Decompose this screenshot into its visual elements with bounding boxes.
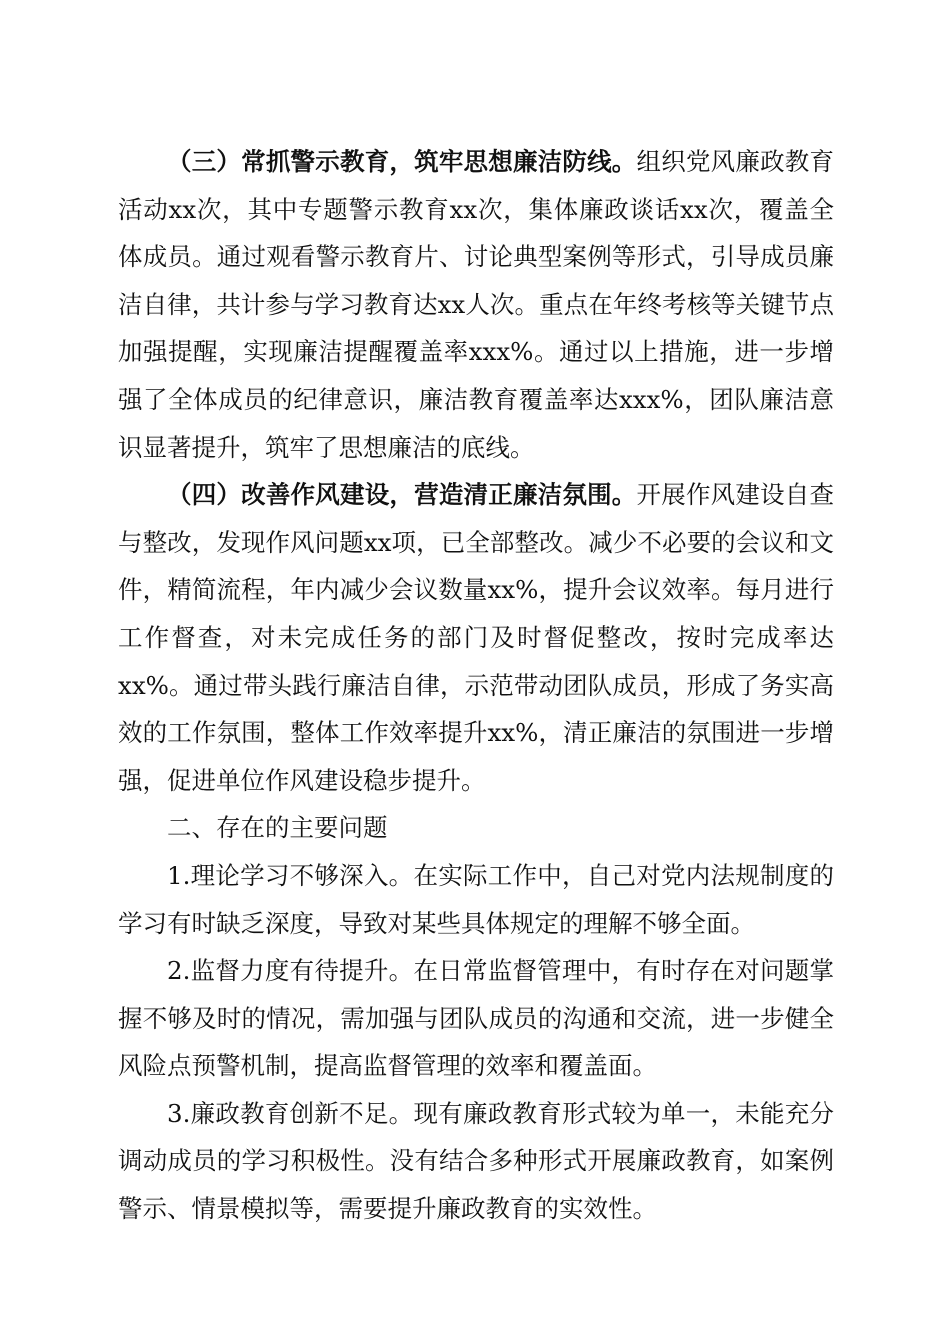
section-3-body: 组织党风廉政教育活动xx次，其中专题警示教育xx次，集体廉政谈话xx次，覆盖全体成员。通过观看警示教育片、讨论典型案例等形式，引导成员廉洁自律，共计参与学习教育达xx人次。重点在年终考核等关键节点加强提醒，实现廉洁提醒覆盖率xxx%。通过以上措施，进一步增强了全体成员的纪律意识，廉洁教育覆盖率达xxx%，团队廉洁意识显著提升，筑牢了思想廉洁的底线。 bbox=[118, 147, 835, 462]
problem-1-body: 在实际工作中，自己对党内法规制度的学习有时缺乏深度，导致对某些具体规定的理解不够全面。 bbox=[118, 860, 835, 938]
problem-2-body: 在日常监督管理中，有时存在对问题掌握不够及时的情况，需加强与团队成员的沟通和交流，进一步健全风险点预警机制，提高监督管理的效率和覆盖面。 bbox=[118, 956, 835, 1081]
problem-2-lead: 2.监督力度有待提升。 bbox=[167, 956, 414, 986]
section-3-lead: （三）常抓警示教育，筑牢思想廉洁防线。 bbox=[167, 147, 637, 176]
problem-3-body: 现有廉政教育形式较为单一，未能充分调动成员的学习积极性。没有结合多种形式开展廉政教育，如案例警示、情景模拟等，需要提升廉政教育的实效性。 bbox=[118, 1098, 835, 1224]
problem-1-lead: 1.理论学习不够深入。 bbox=[167, 860, 414, 890]
document-page bbox=[118, 138, 834, 1233]
section-4-body: 开展作风建设自查与整改，发现作风问题xx项，已全部整改。减少不必要的会议和文件，精简流程，年内减少会议数量xx%，提升会议效率。每月进行工作督查，对未完成任务的部门及时督促整改，按时完成率达xx%。通过带头践行廉洁自律，示范带动团队成员，形成了务实高效的工作氛围，整体工作效率提升xx%，清正廉洁的氛围进一步增强，促进单位作风建设稳步提升。 bbox=[118, 480, 835, 795]
heading-main-problems: 二、存在的主要问题 bbox=[167, 813, 388, 843]
paragraph-problem-3 bbox=[118, 1090, 834, 1233]
paragraph-problem-1 bbox=[118, 852, 834, 947]
paragraph-section-4 bbox=[118, 471, 834, 804]
paragraph-problem-2 bbox=[118, 947, 834, 1090]
section-4-lead: （四）改善作风建设，营造清正廉洁氛围。 bbox=[167, 480, 637, 510]
problem-3-lead: 3.廉政教育创新不足。 bbox=[167, 1098, 414, 1128]
paragraph-section-3 bbox=[118, 138, 834, 471]
